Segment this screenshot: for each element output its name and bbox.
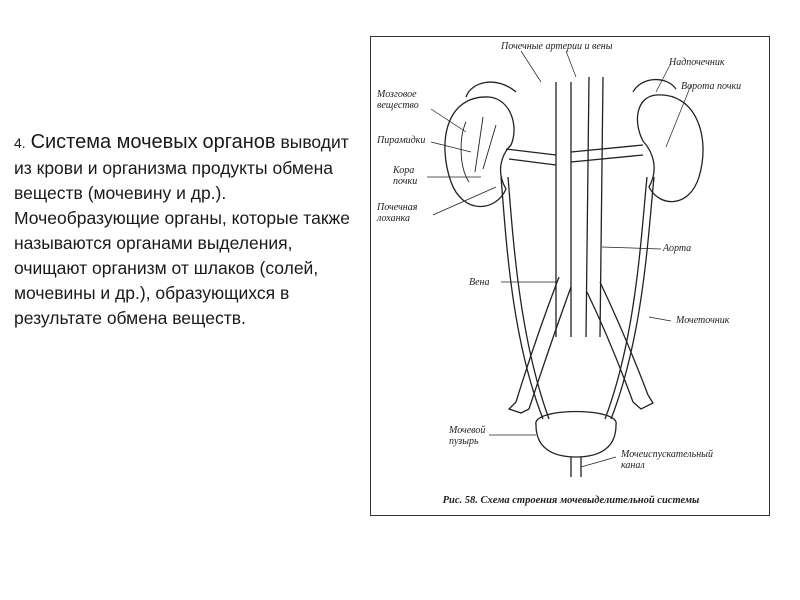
label-bladder-1: Мочевой xyxy=(449,425,486,436)
label-medulla-1: Мозговое xyxy=(377,89,417,100)
urinary-system-figure xyxy=(370,36,770,516)
label-urethra-2: канал xyxy=(621,460,645,471)
section-body: выводит из крови и организма продукты обмена веществ (мочевину и др.). Мочеобразующие органы, которые также называются органами выделения, очищают организм от шлаков (солей, мочевины и др.), образующихся в результате обмена веществ. xyxy=(14,132,350,328)
description-text xyxy=(14,130,350,331)
label-hilum: Ворота почки xyxy=(681,81,742,92)
section-number: 4. xyxy=(14,135,26,151)
urinary-system-diagram xyxy=(371,37,771,517)
label-pyramids: Пирамидки xyxy=(377,135,426,146)
label-bladder-2: пузырь xyxy=(449,436,479,447)
label-adrenal: Надпочечник xyxy=(669,57,725,68)
section-title-part2: органов xyxy=(202,131,276,153)
label-urethra-1: Мочеиспускательный xyxy=(621,449,713,460)
section-title-part1: Система мочевых xyxy=(30,131,198,153)
label-cortex-1: Кора xyxy=(393,165,415,176)
label-pelvis-1: Почечная xyxy=(377,202,418,213)
label-medulla-2: вещество xyxy=(377,100,419,111)
label-pelvis-2: лоханка xyxy=(377,213,410,224)
label-aorta: Аорта xyxy=(663,243,692,254)
figure-caption: Рис. 58. Схема строения мочевыделительной системы xyxy=(442,495,700,506)
label-arteries-veins: Почечные артерии и вены xyxy=(501,41,613,52)
label-vein: Вена xyxy=(469,277,490,288)
label-cortex-2: почки xyxy=(393,176,418,187)
label-ureter: Мочеточник xyxy=(676,315,730,326)
